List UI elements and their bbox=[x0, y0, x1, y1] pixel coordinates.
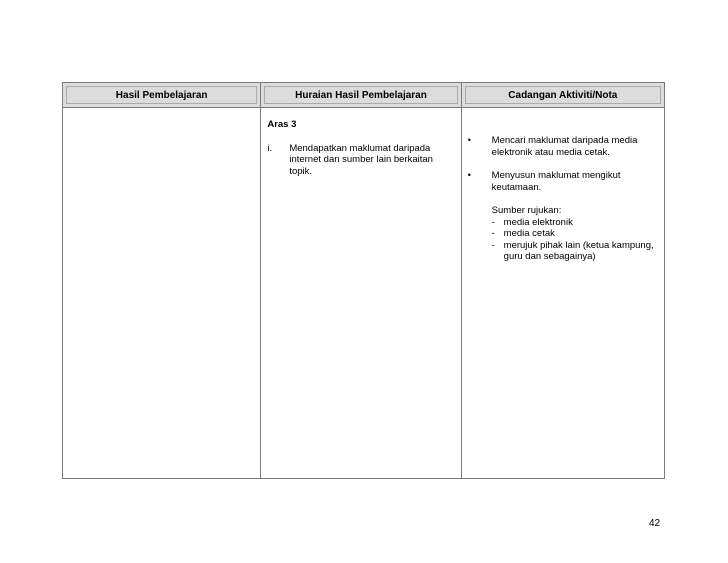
suggested-activities-cell bbox=[461, 108, 664, 479]
header-suggested-activities-label: Cadangan Aktiviti/Nota bbox=[465, 86, 661, 104]
header-learning-outcome-label: Hasil Pembelajaran bbox=[66, 86, 257, 104]
activity-text: Menyusun maklumat mengikut keutamaan. bbox=[491, 170, 621, 193]
list-item bbox=[261, 143, 460, 178]
table-header-row bbox=[63, 83, 665, 108]
outcome-item-text: Mendapatkan maklumat daripada internet dan sumber lain berkaitan topik. bbox=[289, 142, 433, 177]
dash-marker: - bbox=[491, 228, 495, 239]
dash-marker: - bbox=[491, 239, 495, 251]
level-heading: Aras 3 bbox=[267, 119, 297, 130]
reference-item bbox=[492, 217, 658, 229]
bullet-icon: • bbox=[467, 170, 471, 181]
reference-text: media elektronik bbox=[503, 216, 573, 228]
reference-item bbox=[492, 228, 658, 240]
header-outcome-description-label: Huraian Hasil Pembelajaran bbox=[264, 86, 457, 104]
list-item bbox=[462, 135, 664, 158]
references-title: Sumber rujukan: bbox=[491, 205, 562, 216]
list-item bbox=[462, 170, 664, 193]
table-row bbox=[63, 108, 665, 479]
reference-text: merujuk pihak lain (ketua kampung, guru dan sebagainya) bbox=[503, 239, 654, 262]
header-outcome-description bbox=[261, 83, 461, 108]
roman-numeral-marker: i. bbox=[267, 142, 273, 154]
outcome-description-cell bbox=[261, 108, 461, 479]
bullet-icon: • bbox=[467, 135, 471, 146]
reference-item bbox=[492, 240, 658, 263]
references-block bbox=[492, 205, 664, 263]
dash-marker: - bbox=[491, 216, 495, 228]
header-suggested-activities bbox=[461, 83, 664, 108]
reference-text: media cetak bbox=[503, 228, 555, 239]
learning-outcomes-table bbox=[62, 82, 665, 479]
page-number: 42 bbox=[649, 518, 661, 529]
learning-outcome-cell bbox=[63, 108, 261, 479]
header-learning-outcome bbox=[63, 83, 261, 108]
activity-text: Mencari maklumat daripada media elektronik atau media cetak. bbox=[491, 135, 638, 158]
